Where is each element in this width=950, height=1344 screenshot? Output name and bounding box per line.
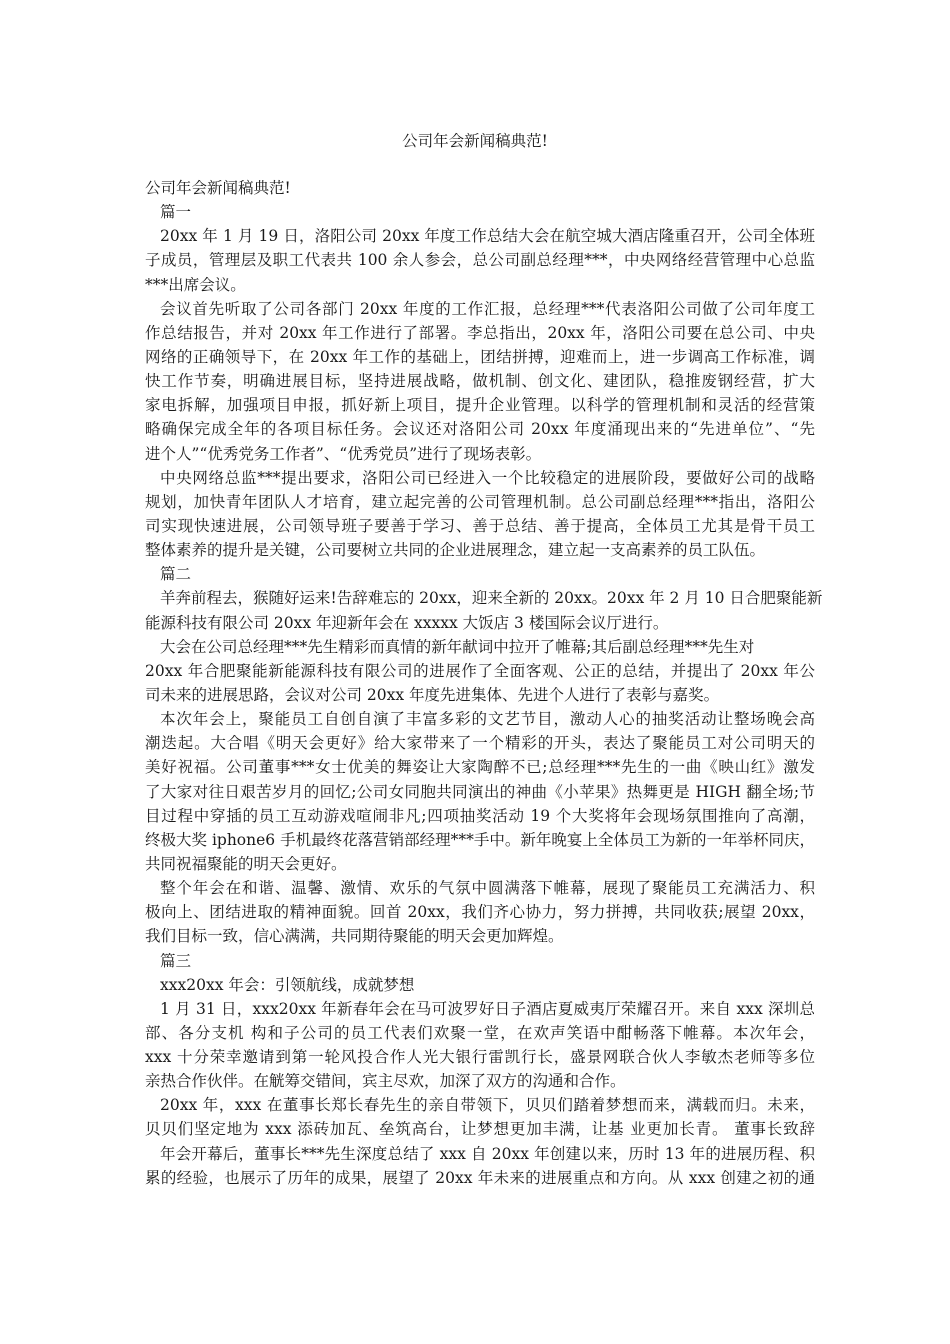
text-line: 司未来的进展思路，会议对公司 20xx 年度先进集体、先进个人进行了表彰与嘉奖。 (145, 685, 720, 704)
text-line: 家电拆解，加强项目申报，抓好新上项目，提升企业管理。以科学的管理机制和灵活的经营策 (145, 396, 815, 415)
text-line: 篇二 (160, 565, 192, 584)
text-line: 极向上、团结进取的精神面貌。回首 20xx，我们齐心协力，努力拼搏，共同收获;展望 20xx， (145, 903, 815, 922)
text-line: xxx20xx 年会：引领航线，成就梦想 (160, 975, 415, 994)
text-line: 20xx 年合肥聚能新能源科技有限公司的进展作了全面客观、公正的总结，并提出了 20xx 年公 (145, 661, 815, 680)
text-line: 进个人”“优秀党务工作者”、“优秀党员”进行了现场表彰。 (145, 444, 542, 463)
text-line: 年会开幕后，董事长***先生深度总结了 xxx 自 20xx 年创建以来，历时 13 年的进展历程、积 (160, 1144, 815, 1163)
text-line: 美好祝福。公司董事***女士优美的舞姿让大家陶醉不已;总经理***先生的一曲《映山红》激发 (145, 758, 815, 777)
text-line: 司实现快速进展，公司领导班子要善于学习、善于总结、善于提高，全体员工尤其是骨干员工 (145, 516, 815, 535)
text-line: 能源科技有限公司 20xx 年迎新年会在 xxxxx 大饭店 3 楼国际会议厅进行。 (145, 613, 669, 632)
text-line: 潮迭起。大合唱《明天会更好》给大家带来了一个精彩的开头，表达了聚能员工对公司明天的 (145, 734, 815, 753)
text-line: 亲热合作伙伴。在觥筹交错间，宾主尽欢，加深了双方的沟通和合作。 (145, 1072, 626, 1091)
document-body (145, 176, 823, 1190)
text-line: 作总结报告，并对 20xx 年工作进行了部署。李总指出，20xx 年，洛阳公司要在总公司、中央 (145, 323, 815, 342)
text-line: 篇三 (160, 951, 192, 970)
text-line: 中央网络总监***提出要求，洛阳公司已经进入一个比较稳定的进展阶段，要做好公司的战略 (160, 468, 815, 487)
text-line: 共同祝福聚能的明天会更好。 (145, 854, 347, 873)
text-line: 累的经验，也展示了历年的成果，展望了 20xx 年未来的进展重点和方向。从 xxx 创建之初的通 (145, 1168, 815, 1187)
text-line: 贝贝们坚定地为 xxx 添砖加瓦、垒筑高台，让梦想更加丰满，让基 业更加长青。 董事长致辞 (145, 1120, 815, 1139)
text-line: 略确保完成全年的各项目标任务。会议还对洛阳公司 20xx 年度涌现出来的“先进单位”、“先 (145, 420, 815, 439)
text-line: 大会在公司总经理***先生精彩而真情的新年献词中拉开了帷幕;其后副总经理***先生对 (160, 637, 755, 656)
text-line: 篇一 (160, 203, 192, 222)
text-line: 目过程中穿插的员工互动游戏喧闹非凡;四项抽奖活动 19 个大奖将年会现场氛围推向了高潮， (145, 806, 815, 825)
text-line: 部、各分支机 构和子公司的员工代表们欢聚一堂，在欢声笑语中酣畅落下帷幕。本次年会， (145, 1023, 815, 1042)
text-line: 本次年会上，聚能员工自创自演了丰富多彩的文艺节目，激动人心的抽奖活动让整场晚会高 (160, 710, 815, 729)
text-line: 20xx 年，xxx 在董事长郑长春先生的亲自带领下，贝贝们踏着梦想而来，满载而归。未来， (160, 1096, 815, 1115)
text-line: 20xx 年 1 月 19 日，洛阳公司 20xx 年度工作总结大会在航空城大酒店隆重召开，公司全体班 (160, 227, 815, 246)
text-line: 了大家对往日艰苦岁月的回忆;公司女同胞共同演出的神曲《小苹果》热舞更是 HIGH 翻全场;节 (145, 782, 815, 801)
text-line: 会议首先听取了公司各部门 20xx 年度的工作汇报，总经理***代表洛阳公司做了公司年度工 (160, 299, 815, 318)
text-line: 快工作节奏，明确进展目标，坚持进展战略，做机制、创文化、建团队，稳推废钢经营，扩大 (145, 372, 815, 391)
text-line: 整个年会在和谐、温馨、激情、欢乐的气氛中圆满落下帷幕，展现了聚能员工充满活力、积 (160, 879, 815, 898)
text-line: 终极大奖 iphone6 手机最终花落营销部经理***手中。新年晚宴上全体员工为新的一年举杯同庆， (145, 830, 815, 849)
text-line: 1 月 31 日，xxx20xx 年新春年会在马可波罗好日子酒店夏威夷厅荣耀召开。来自 xxx 深圳总 (160, 999, 815, 1018)
text-line: 网络的正确领导下，在 20xx 年工作的基础上，团结拼搏，迎难而上，进一步调高工作标准，调 (145, 347, 815, 366)
text-line: 我们目标一致，信心满满，共同期待聚能的明天会更加辉煌。 (145, 927, 564, 946)
text-line: ***出席会议。 (145, 275, 246, 294)
text-line: 羊奔前程去，猴随好运来!告辞难忘的 20xx，迎来全新的 20xx。20xx 年 2 月 10 日合肥聚能新 (160, 589, 823, 608)
text-line: 整体素养的提升是关键，公司要树立共同的企业进展理念，建立起一支高素养的员工队伍。 (145, 541, 766, 560)
text-line: 公司年会新闻稿典范! (145, 179, 291, 197)
document-title: 公司年会新闻稿典范! (402, 132, 548, 150)
text-line: xxx 十分荣幸邀请到第一轮风投合作人光大银行雷凯行长，盛景网联合伙人李敏杰老师等多位 (145, 1048, 815, 1067)
text-line: 规划，加快青年团队人才培育，建立起完善的公司管理机制。总公司副总经理***指出，洛阳公 (145, 492, 815, 511)
text-line: 子成员，管理层及职工代表共 100 余人参会，总公司副总经理***，中央网络经营管理中心总监 (145, 251, 815, 270)
